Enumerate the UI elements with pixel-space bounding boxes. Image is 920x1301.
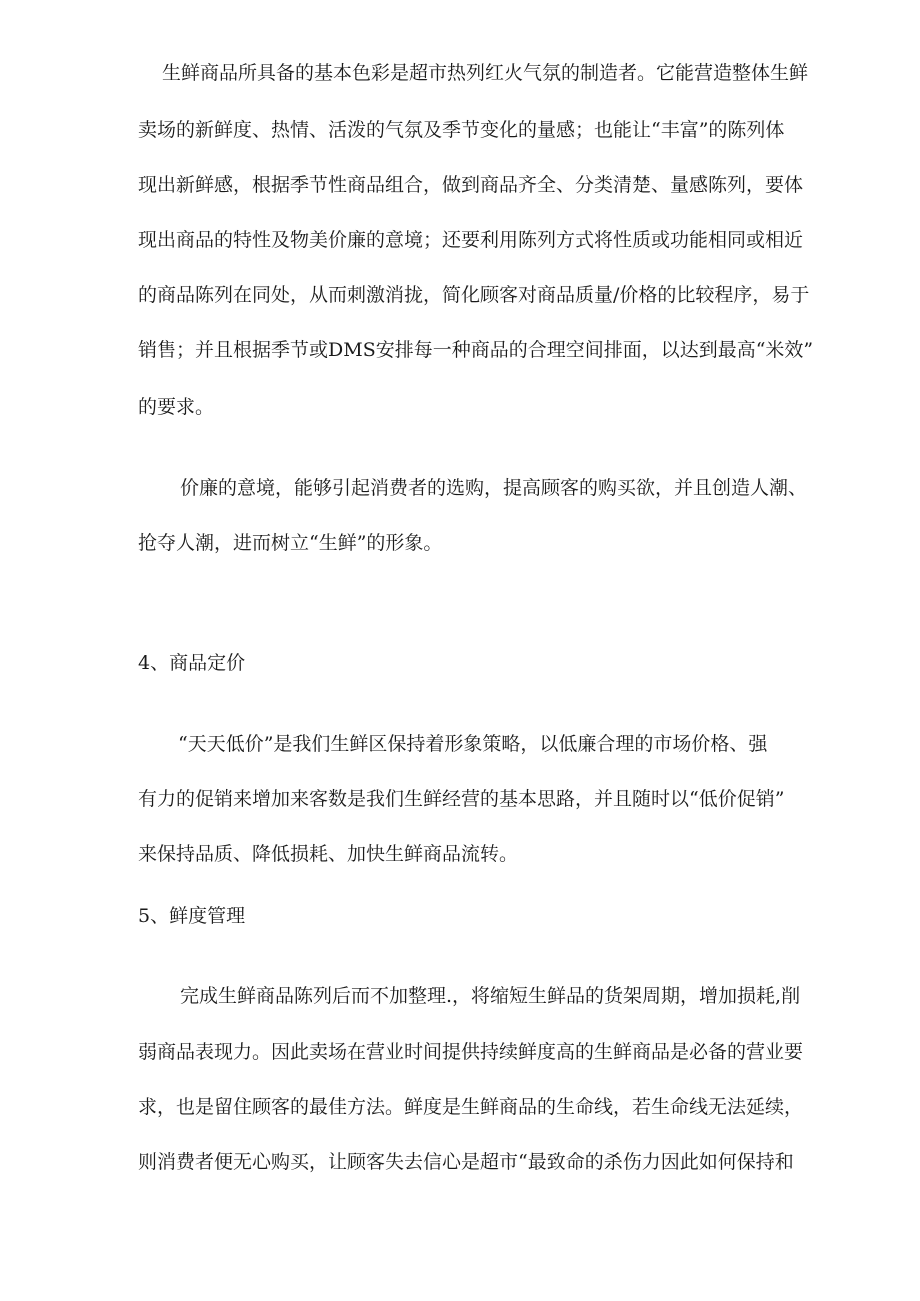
p2-line-2: 抢夺人潮，进而树立“生鲜”的形象。 (138, 532, 443, 554)
p4-line-4: 则消费者便无心购买，让顾客失去信心是超市“最致命的杀伤力因此如何保持和 (138, 1151, 794, 1173)
p2-line-1: 价廉的意境，能够引起消费者的选购，提高顾客的购买欲，并且创造人潮、 (180, 477, 808, 499)
p3-line-2: 有力的促销来增加来客数是我们生鲜经营的基本思路，并且随时以“低价促销” (138, 788, 785, 810)
p1-line-1: 生鲜商品所具备的基本色彩是超市热列红火气氛的制造者。它能营造整体生鲜 (162, 62, 809, 84)
p4-line-1: 完成生鲜商品陈列后而不加整理.，将缩短生鲜品的货架周期，增加损耗,削 (180, 985, 801, 1007)
p1-line-5: 的商品陈列在同处，从而刺激消拢，简化顾客对商品质量/价格的比较程序，易于 (138, 284, 810, 306)
p3-line-3: 来保持品质、降低损耗、加快生鲜商品流转。 (138, 843, 519, 865)
p1-line-4: 现出商品的特性及物美价廉的意境；还要利用陈列方式将性质或功能相同或相近 (138, 229, 804, 251)
p1-line-7: 的要求。 (138, 396, 215, 418)
p3-line-1: “天天低价”是我们生鲜区保持着形象策略，以低廉合理的市场价格、强 (178, 733, 768, 755)
p1-line-6: 销售；并且根据季节或DMS安排每一种商品的合理空间排面，以达到最高“米效” (138, 339, 814, 361)
p1-line-2: 卖场的新鲜度、热情、活泼的气氛及季节变化的量感；也能让“丰富”的陈列体 (138, 119, 785, 141)
heading-freshness: 5、鲜度管理 (138, 905, 246, 927)
p4-line-2: 弱商品表现力。因此卖场在营业时间提供持续鲜度高的生鲜商品是必备的营业要 (138, 1041, 804, 1063)
heading-pricing: 4、商品定价 (138, 652, 246, 674)
p1-line-3: 现出新鲜感，根据季节性商品组合，做到商品齐全、分类清楚、量感陈列，要体 (138, 174, 804, 196)
p4-line-3: 求，也是留住顾客的最佳方法。鲜度是生鲜商品的生命线，若生命线无法延续， (138, 1096, 804, 1118)
